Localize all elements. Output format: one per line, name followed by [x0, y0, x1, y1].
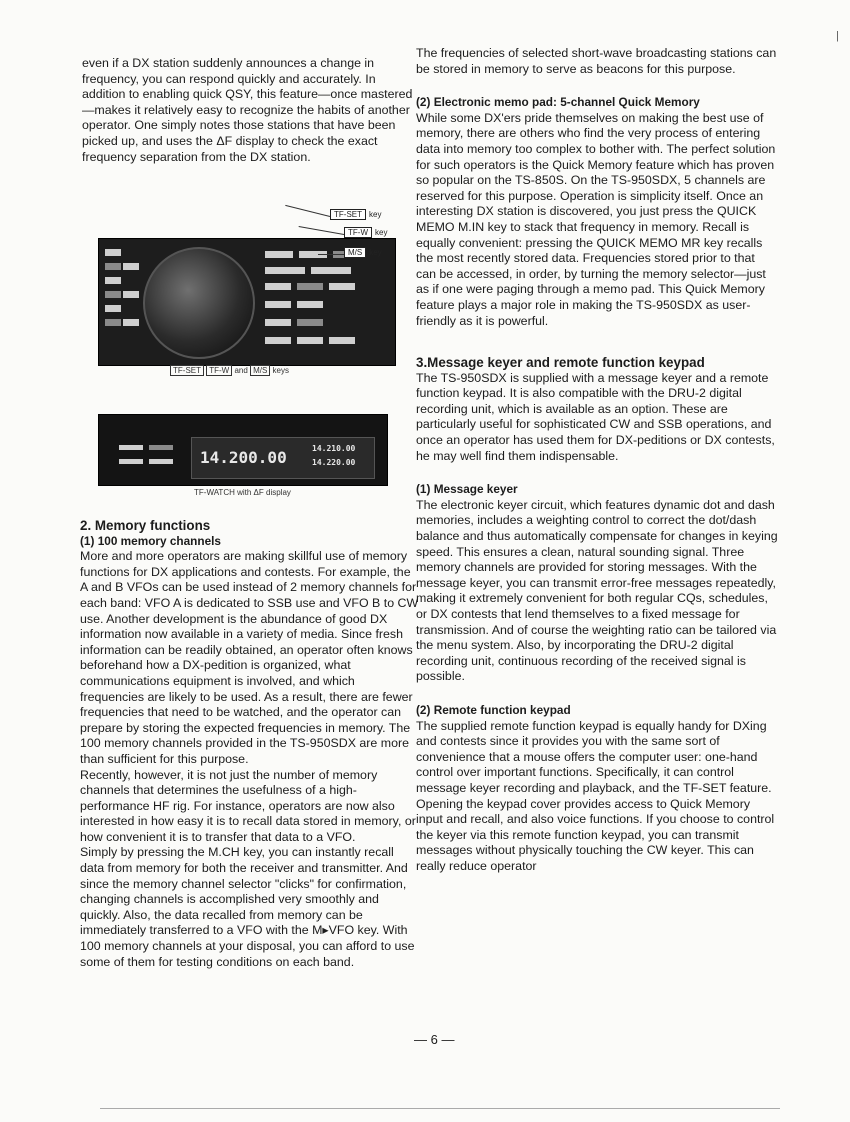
display-caption: TF-WATCH with ΔF display [194, 488, 291, 497]
main-tuning-knob [143, 247, 255, 359]
message-keyer-intro-paragraph: The TS-950SDX is supplied with a message keyer and a remote function keypad. It is also compatible with the DRU-2 digital recording unit, which is available as an option. These are particularly useful for sophisticated CW and SSB operations, and once an operator has used them for DX-peditions or DX contests, he may well find them indispensable. [416, 370, 775, 463]
section-title-memory: 2. Memory functions [80, 518, 211, 533]
sub-frequency-1: 14.210.00 [312, 444, 356, 453]
right-column [416, 46, 778, 875]
remote-keypad-paragraph: The supplied remote function keypad is equally handy for DXing and contests since it provides you with the same sort of convenience that a mouse offers the computer user: one-hand control over important functions. Specifically, it can control message keyer recording and playback, and the TF-SET feature. Opening the keypad cover provides access to Quick Memory input and recall, and also voice functions. If you choose to control the keyer via this remote function keypad, you can transmit messages without physically touching the CW keyer. This can really reduce operator [416, 718, 775, 873]
leader-line [299, 226, 344, 235]
sub-frequency-2: 14.220.00 [312, 458, 356, 467]
front-panel-caption: TF-SET TF-W and M/S keys [170, 366, 289, 375]
memory-paragraph-2: Recently, however, it is not just the number of memory channels that determines the usefulness of a high-performance HF rig. For instance, operators are now also interested in how easy it is to recall data stored in memory, or how convenient it is to transfer that data to a VFO. [80, 767, 416, 844]
callout-ms: M/S key [344, 248, 382, 258]
quick-memory-paragraph: While some DX'ers pride themselves on making the best use of memory, there are others who find the very process of entering data into memory too complex to bother with. The perfect solution for such operators is the Quick Memory feature which has proven so popular on the TS-850S. On the TS-950SDX, 5 channels are reserved for this purpose. Operation is simplicity itself. Once an interesting DX station is discovered, you just press the QUICK MEMO M.IN key to stack that frequency in memory. Recall is equally convenient: pressing the QUICK MEMO MR key recalls the most recently stored data. Frequencies stored prior to that can be accessed, in order, by turning the memory selector—just as if one were paging through a memo pad. This Quick Memory feature plays a major role in making the TS-950SDX as user-friendly as it is powerful. [416, 110, 776, 328]
leader-line [318, 254, 344, 255]
subsection-title-100-channels: (1) 100 memory channels [80, 533, 221, 548]
leader-line [285, 205, 330, 217]
subsection-title-remote-keypad: (2) Remote function keypad [416, 702, 571, 717]
main-frequency: 14.200.00 [200, 448, 287, 467]
subsection-title-message-keyer: (1) Message keyer [416, 482, 518, 497]
left-column-top [82, 56, 414, 165]
display-photo [98, 414, 388, 486]
memory-paragraph-1: More and more operators are making skillful use of memory functions for DX applications and contests. For example, the A and B VFOs can be used instead of 2 memory channels for each band: VFO A is dedicated to SSB use and VFO B to CW use. Another development is the abundance of good DX information now available in a variety of media. Since fresh information can be readily obtained, an operator often knows beforehand how a DX-pedition is organized, what communications equipment is involved, and which frequencies are likely to be used. As a result, there are fewer frequencies that need to be watched, and the operator can prepare by storing the expected frequencies in memory. The 100 memory channels provided in the TS-950SDX are more than sufficient for this purpose. [80, 549, 419, 766]
memory-paragraph-3: Simply by pressing the M.CH key, you can instantly recall data from memory for both the receiver and transmitter. And since the memory channel selector "clicks" for confirmation, changing channels is accomplished very smoothly and quickly. Also, the data recalled from memory can be immediately transferred to a VFO with the M▸VFO key. With 100 memory channels at your disposal, you can afford to use some of them for testing conditions on each band. [80, 845, 415, 969]
page-number: — 6 — [414, 1032, 455, 1047]
callout-tfw: TF-W key [344, 228, 387, 238]
intro-paragraph: even if a DX station suddenly announces a change in frequency, you can respond quickly and accurately. In addition to enabling quick QSY, this feature—once mastered—makes it relatively easy to recognize the habits of another operator. One simply notes those stations that have been picked up, and uses the ΔF display to check the exact frequency separation from the DX station. [82, 56, 413, 164]
section-title-message-keyer: 3.Message keyer and remote function keypad [416, 355, 705, 371]
beacon-paragraph: The frequencies of selected short-wave broadcasting stations can be stored in memory to serve as beacons for this purpose. [416, 46, 777, 76]
margin-mark: | [836, 30, 839, 42]
message-keyer-paragraph: The electronic keyer circuit, which features dynamic dot and dash memories, includes a weighting control to correct the dot/dash balance and thus automatically compensate for changes in keying speed. This ensures a clean, natural sounding signal. Three memory channels are provided for storing messages. With the message keyer, you can transmit error-free messages repeatedly, making it extremely convenient for both regular CQs, schedules, or DX contests that lend themselves to a fixed message for transmission. And of course the weighting ratio can be tailored via the menu system. Also, by incorporating the DRU-2 digital recording unit, continuous recording of the received signal is possible. [416, 497, 778, 684]
front-panel-figure [98, 206, 398, 382]
subsection-title-quick-memory: (2) Electronic memo pad: 5-channel Quick Memory [416, 95, 700, 110]
display-figure [98, 400, 398, 500]
callout-tfset: TF-SET key [330, 210, 381, 220]
left-column-bottom [80, 518, 420, 970]
scan-edge-line [100, 1108, 780, 1109]
frequency-display [191, 437, 375, 479]
